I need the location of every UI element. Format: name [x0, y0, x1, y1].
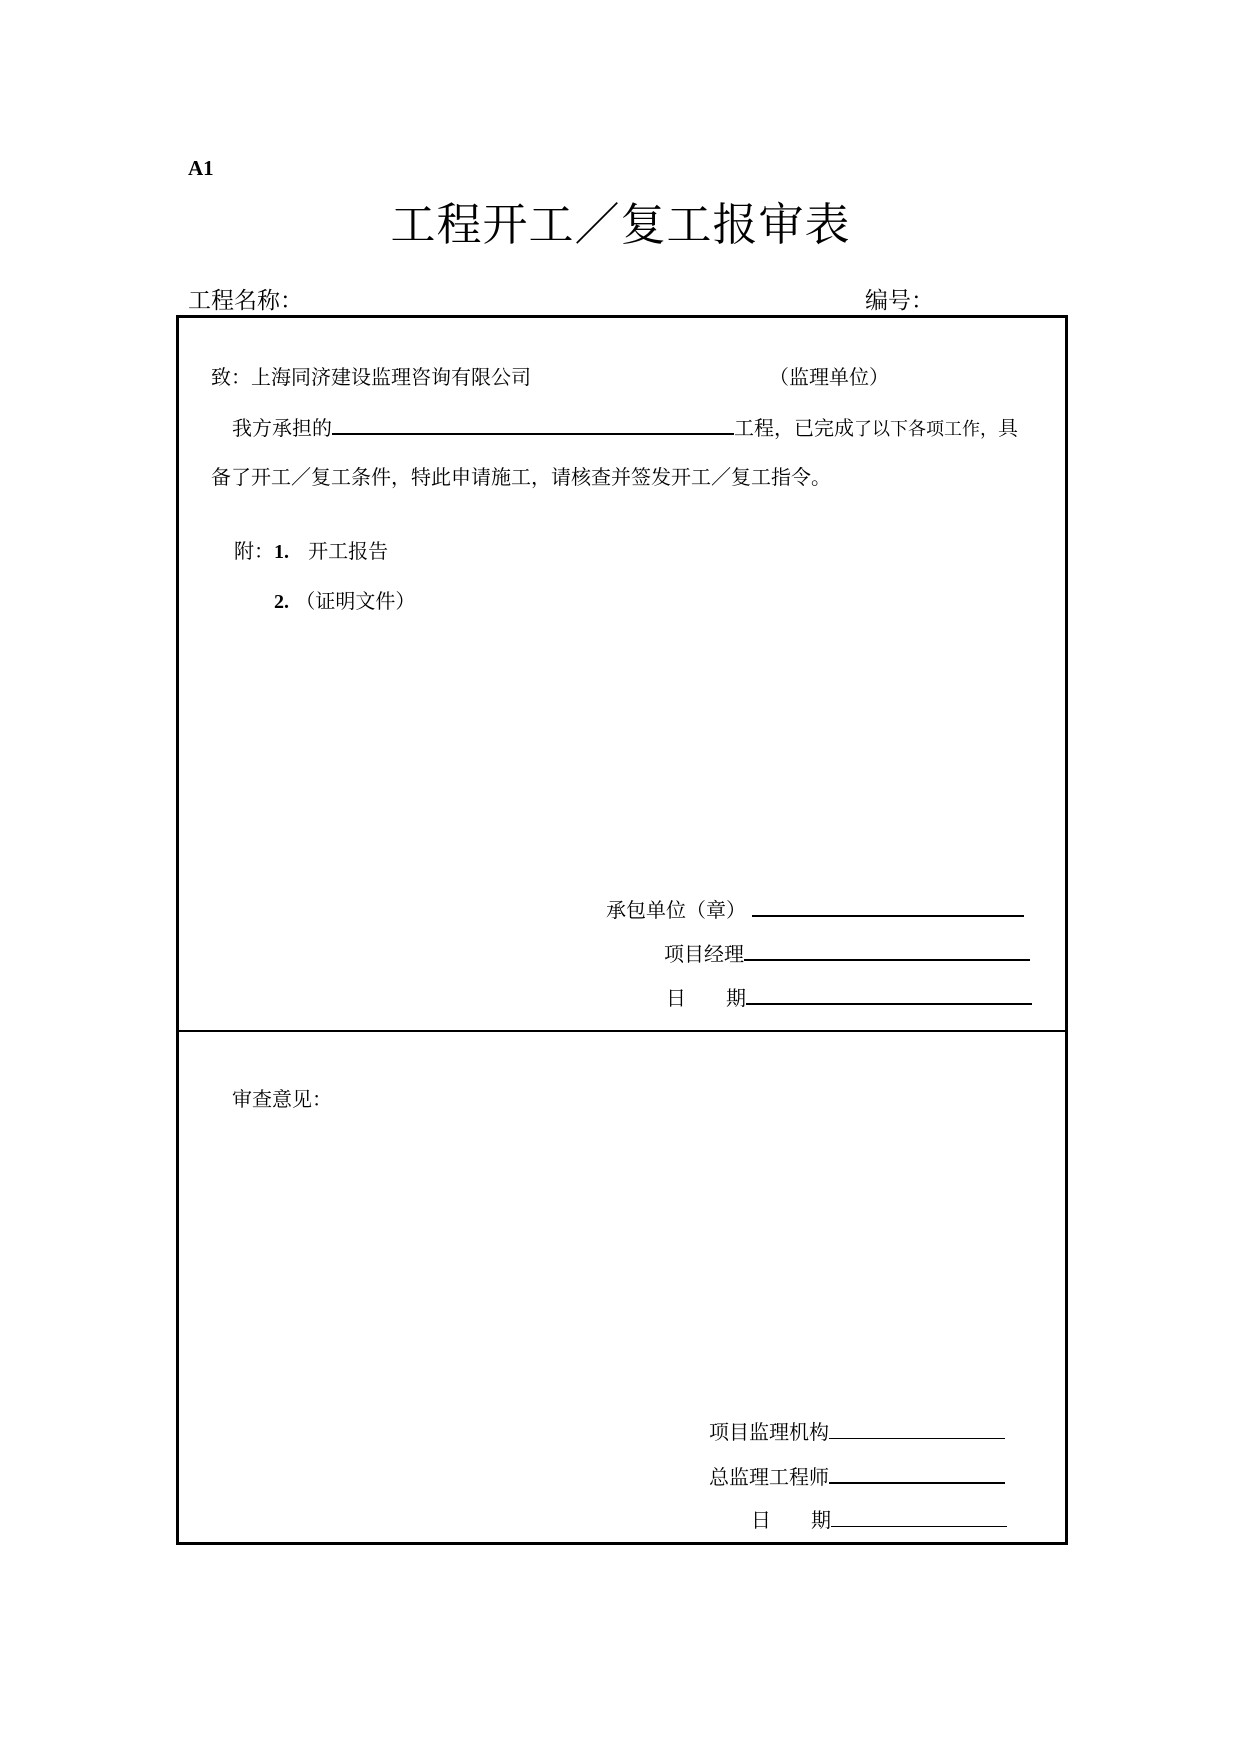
statement-suffix-small: 了以下各项工作，: [854, 419, 998, 440]
agency-sign-row: [709, 1416, 1005, 1445]
review-date-row: [751, 1504, 1007, 1533]
chief-label: 总监理工程师: [709, 1465, 829, 1489]
statement-suffix-end: 具: [998, 416, 1018, 440]
statement-line-2: 备了开工／复工条件，特此申请施工，请核查并签发开工／复工指令。: [211, 465, 831, 489]
statement-line-1: [232, 411, 1018, 441]
project-name-label: 工程名称：: [188, 288, 303, 314]
manager-sign-row: [664, 937, 1030, 967]
form-table: [176, 315, 1068, 1545]
attachment-1-number: 1.: [274, 541, 289, 563]
manager-label: 项目经理: [664, 942, 744, 966]
page-title: 工程开工／复工报审表: [390, 198, 851, 251]
chief-signature-blank[interactable]: [829, 1460, 1005, 1484]
application-date-label: 日 期: [666, 986, 746, 1010]
attachment-2-text: （证明文件）: [295, 589, 416, 613]
agency-signature-blank[interactable]: [829, 1416, 1005, 1439]
application-date-blank[interactable]: [746, 981, 1032, 1005]
chief-sign-row: [709, 1460, 1005, 1490]
application-date-row: [666, 981, 1032, 1011]
recipient-line: 致：上海同济建设监理咨询有限公司: [211, 365, 531, 389]
review-opinion-label: 审查意见：: [232, 1087, 332, 1111]
manager-signature-blank[interactable]: [744, 937, 1030, 961]
contractor-label: 承包单位（章）: [606, 898, 746, 922]
attachment-1: [234, 535, 388, 564]
attachment-2: [274, 585, 415, 614]
statement-suffix: 工程，已完成: [734, 416, 854, 440]
supervisor-note: （监理单位）: [769, 365, 889, 389]
attachment-2-number: 2.: [274, 591, 289, 613]
number-label: 编号：: [865, 288, 934, 314]
agency-label: 项目监理机构: [709, 1420, 829, 1444]
contractor-signature-blank[interactable]: [752, 893, 1024, 917]
section-divider: [179, 1030, 1065, 1032]
contractor-sign-row: [606, 893, 1024, 923]
review-date-label: 日 期: [751, 1508, 831, 1532]
project-name-blank[interactable]: [332, 411, 734, 435]
attachment-label: 附：: [234, 539, 274, 563]
statement-prefix: 我方承担的: [232, 416, 332, 440]
form-code: A1: [188, 156, 214, 180]
attachment-1-text: 开工报告: [308, 539, 389, 563]
review-date-blank[interactable]: [831, 1504, 1007, 1527]
